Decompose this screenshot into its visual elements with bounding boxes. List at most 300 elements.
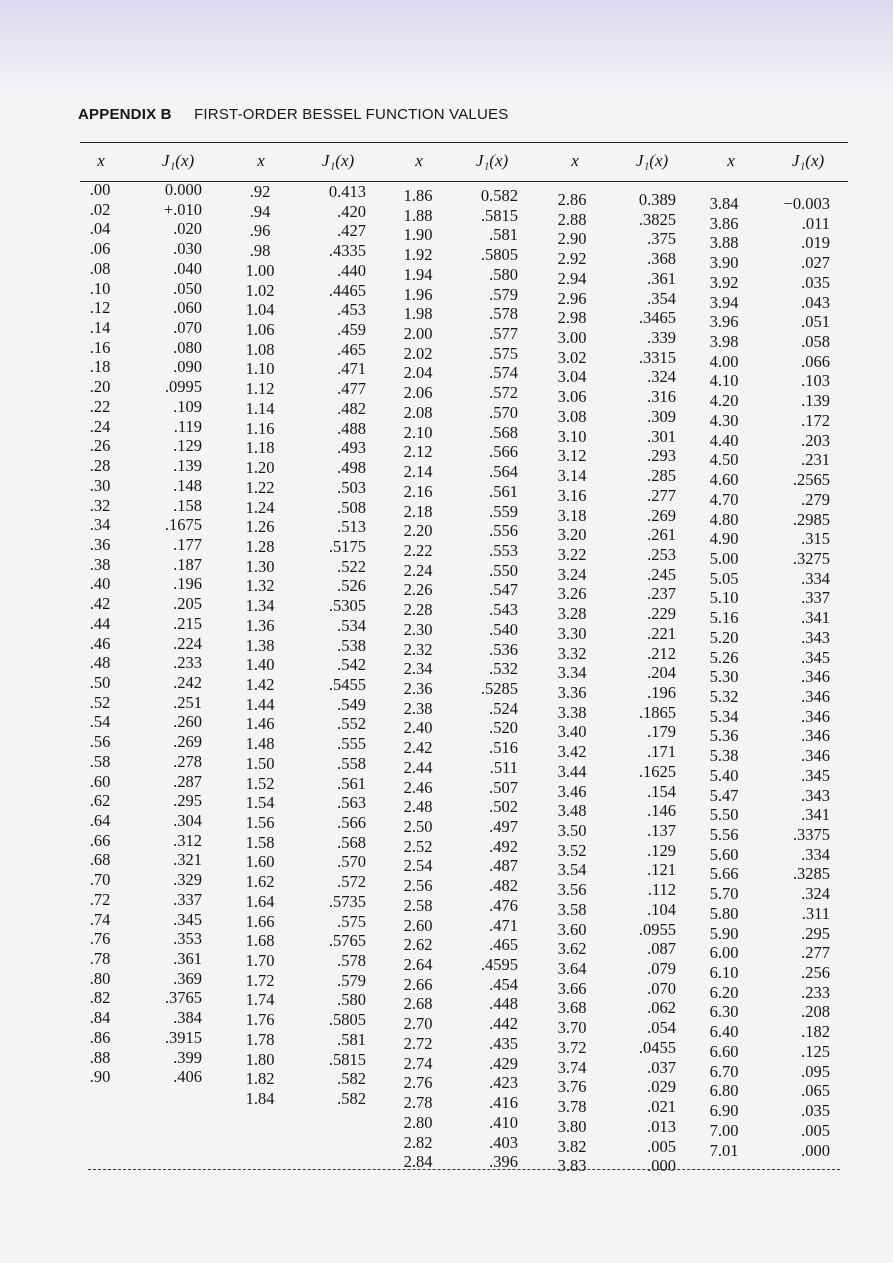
j1-value: .5285 <box>480 678 518 698</box>
j1-value: .080 <box>173 337 202 357</box>
j1-value: .277 <box>647 485 676 505</box>
j1-value: .543 <box>489 600 518 620</box>
j1-value: .578 <box>489 304 518 324</box>
j1-value: .502 <box>489 797 518 817</box>
j1-value: .353 <box>173 929 202 949</box>
x-value: 6.00 <box>709 943 739 963</box>
x-value: 6.40 <box>709 1022 739 1042</box>
j1-value: .580 <box>337 990 366 1010</box>
j1-value: .345 <box>801 765 830 785</box>
x-value: 2.38 <box>403 698 433 718</box>
x-value: 1.54 <box>245 793 275 813</box>
j1-value: .345 <box>173 909 202 929</box>
x-value: 1.24 <box>245 497 275 517</box>
x-value: 5.10 <box>709 588 739 608</box>
j1-value: .269 <box>173 732 202 752</box>
x-value: 4.40 <box>709 430 739 450</box>
j1-value: .104 <box>647 899 676 919</box>
j1-value: .251 <box>173 692 202 712</box>
j1-value: .103 <box>801 371 830 391</box>
x-value: 2.80 <box>403 1112 433 1132</box>
j1-value: .051 <box>801 312 830 332</box>
x-value: .20 <box>89 377 111 397</box>
x-value: .70 <box>89 870 111 890</box>
j1-value: .577 <box>489 324 518 344</box>
j1-value: .552 <box>337 714 366 734</box>
j1-value: .406 <box>173 1067 202 1087</box>
x-value: .36 <box>89 534 111 554</box>
j1-value: .337 <box>801 588 830 608</box>
x-value: 3.32 <box>557 643 587 663</box>
x-value: 7.01 <box>709 1140 739 1160</box>
j1-value: .215 <box>173 613 202 633</box>
j1-value: .507 <box>489 777 518 797</box>
j1-value: .079 <box>647 959 676 979</box>
x-value: 2.86 <box>557 190 587 209</box>
j1-value: .321 <box>173 850 202 870</box>
x-value: 1.94 <box>403 264 433 284</box>
x-value: .10 <box>89 278 111 298</box>
x-value: 3.24 <box>557 564 587 584</box>
x-value: .90 <box>89 1067 111 1087</box>
j1-value: .112 <box>647 880 676 900</box>
x-value: 1.42 <box>245 674 275 694</box>
x-value: .30 <box>89 475 111 495</box>
j1-value: .511 <box>489 757 518 777</box>
j1-value: .312 <box>173 830 202 850</box>
j1-value: .245 <box>647 564 676 584</box>
j1-column-2 <box>306 182 366 1109</box>
x-value: .66 <box>89 830 111 850</box>
x-value: .44 <box>89 613 111 633</box>
j1-value: .487 <box>489 856 518 876</box>
x-value: 3.68 <box>557 998 587 1018</box>
j1-value: .137 <box>647 821 676 840</box>
j1-value: .556 <box>489 521 518 541</box>
x-value: 3.46 <box>557 781 587 801</box>
x-value: .96 <box>249 221 271 241</box>
x-value: 2.02 <box>403 343 433 363</box>
x-value: .26 <box>89 436 111 456</box>
x-value: 4.10 <box>709 371 739 391</box>
x-value: 1.68 <box>245 931 275 951</box>
x-value: 2.92 <box>557 249 587 269</box>
x-value: .62 <box>89 791 111 811</box>
x-value: 2.58 <box>403 895 433 915</box>
x-value: 1.80 <box>245 1049 275 1069</box>
x-value: 1.14 <box>245 398 275 418</box>
j1-value: .4465 <box>328 280 366 300</box>
x-value: 5.47 <box>709 785 739 805</box>
j1-value: .205 <box>173 594 202 614</box>
x-value: 4.60 <box>709 470 739 490</box>
j1-value: .384 <box>173 1008 202 1028</box>
x-value: .16 <box>89 337 111 357</box>
x-value: 5.16 <box>709 608 739 628</box>
x-value: 3.38 <box>557 702 587 722</box>
x-value: 3.04 <box>557 367 587 387</box>
x-value: 1.76 <box>245 1010 275 1030</box>
header-j1-3: J₁(x) <box>475 151 509 170</box>
j1-value: .129 <box>173 436 202 456</box>
j1-value: 0.582 <box>480 186 518 205</box>
j1-value: .5815 <box>480 205 518 225</box>
x-value: 1.72 <box>245 970 275 990</box>
j1-value: .341 <box>801 608 830 628</box>
j1-value: .256 <box>801 963 830 983</box>
j1-value: .329 <box>173 870 202 890</box>
x-value: 5.66 <box>709 864 739 884</box>
j1-value: .5815 <box>328 1049 366 1069</box>
j1-value: .563 <box>337 793 366 813</box>
j1-column-5 <box>774 194 830 1160</box>
j1-value: .4595 <box>480 955 518 975</box>
x-value: 3.02 <box>557 347 587 367</box>
j1-value: .020 <box>173 219 202 239</box>
x-value: 1.22 <box>245 477 275 497</box>
x-column-4 <box>552 190 592 1176</box>
x-value: 1.78 <box>245 1029 275 1049</box>
x-value: 3.90 <box>709 253 739 273</box>
x-value: 2.54 <box>403 856 433 876</box>
x-value: 6.60 <box>709 1041 739 1061</box>
j1-value: .040 <box>173 258 202 278</box>
x-value: .12 <box>89 298 111 318</box>
x-value: 1.64 <box>245 891 275 911</box>
page-heading <box>78 106 508 123</box>
j1-value: .497 <box>489 817 518 836</box>
x-value: 3.52 <box>557 840 587 860</box>
x-value: 3.86 <box>709 213 739 233</box>
x-value: 1.06 <box>245 320 275 340</box>
j1-value: .158 <box>173 495 202 515</box>
j1-value: .341 <box>801 805 830 825</box>
x-value: 2.84 <box>403 1152 433 1172</box>
x-value: 3.40 <box>557 722 587 742</box>
j1-value: .058 <box>801 332 830 352</box>
x-value: 3.74 <box>557 1057 587 1077</box>
x-value: 3.00 <box>557 328 587 348</box>
x-value: .32 <box>89 495 111 515</box>
j1-value: .065 <box>801 1081 830 1101</box>
j1-value: .550 <box>489 560 518 580</box>
j1-value: .304 <box>173 811 202 830</box>
x-value: 4.70 <box>709 489 739 509</box>
x-value: 3.44 <box>557 761 587 781</box>
x-value: 2.40 <box>403 718 433 738</box>
j1-value: .420 <box>337 201 366 221</box>
j1-value: .043 <box>801 292 830 312</box>
x-value: 2.56 <box>403 876 433 896</box>
j1-value: .492 <box>489 836 518 856</box>
j1-value: .035 <box>801 272 830 292</box>
x-value: 3.56 <box>557 880 587 900</box>
j1-value: .187 <box>173 554 202 574</box>
j1-value: .5765 <box>328 931 366 951</box>
x-value: .18 <box>89 357 111 377</box>
x-value: 1.36 <box>245 615 275 635</box>
x-value: 3.30 <box>557 623 587 643</box>
table-top-rule <box>80 142 848 143</box>
x-value: 2.18 <box>403 501 433 521</box>
j1-value: .3375 <box>792 825 830 844</box>
j1-value: .0955 <box>638 919 676 939</box>
j1-value: .581 <box>489 225 518 245</box>
x-value: 1.48 <box>245 734 275 754</box>
j1-value: .368 <box>647 249 676 269</box>
x-value: .06 <box>89 239 111 259</box>
j1-value: .260 <box>173 712 202 732</box>
j1-value: .361 <box>647 268 676 288</box>
j1-value: .566 <box>489 442 518 462</box>
x-value: .50 <box>89 672 111 692</box>
j1-column-4 <box>624 190 676 1176</box>
j1-value: 0.389 <box>638 190 676 209</box>
j1-value: .427 <box>337 221 366 241</box>
j1-value: .346 <box>801 686 830 706</box>
j1-value: .011 <box>801 213 830 233</box>
x-value: 5.36 <box>709 726 739 746</box>
j1-value: .346 <box>801 726 830 746</box>
j1-value: .516 <box>489 738 518 758</box>
j1-value: .396 <box>489 1152 518 1172</box>
j1-value: .295 <box>801 923 830 943</box>
j1-value: .542 <box>337 655 366 675</box>
j1-value: .345 <box>801 647 830 667</box>
x-value: 3.10 <box>557 426 587 446</box>
x-value: 1.10 <box>245 359 275 379</box>
j1-value: .119 <box>173 416 202 436</box>
x-value: 3.96 <box>709 312 739 332</box>
x-value: 2.36 <box>403 678 433 698</box>
j1-value: .0995 <box>164 377 202 397</box>
x-value: .52 <box>89 692 111 712</box>
j1-value: .482 <box>489 876 518 896</box>
table-bottom-rule <box>88 1169 840 1170</box>
x-value: .60 <box>89 771 111 791</box>
x-value: 3.26 <box>557 584 587 604</box>
j1-value: .536 <box>489 639 518 659</box>
j1-value: .580 <box>489 264 518 284</box>
j1-value: .293 <box>647 446 676 466</box>
j1-value: .208 <box>801 1002 830 1022</box>
j1-value: .578 <box>337 951 366 971</box>
x-value: 2.20 <box>403 521 433 541</box>
j1-value: .513 <box>337 517 366 537</box>
j1-value: .547 <box>489 580 518 600</box>
x-value: 1.98 <box>403 304 433 324</box>
x-value: 1.12 <box>245 379 275 399</box>
j1-value: .060 <box>173 298 202 318</box>
j1-value: .148 <box>173 475 202 495</box>
j1-value: .3465 <box>638 308 676 328</box>
j1-value: .465 <box>489 935 518 955</box>
x-value: 3.22 <box>557 544 587 564</box>
j1-value: .346 <box>801 667 830 687</box>
j1-value: .440 <box>337 260 366 280</box>
x-value: 3.14 <box>557 466 587 486</box>
x-value: .68 <box>89 850 111 870</box>
x-value: 2.00 <box>403 324 433 344</box>
x-value: 3.70 <box>557 1018 587 1038</box>
j1-value: .471 <box>489 915 518 935</box>
x-value: 4.80 <box>709 509 739 529</box>
x-value: .82 <box>89 988 111 1008</box>
x-value: 2.44 <box>403 757 433 777</box>
x-value: 2.34 <box>403 659 433 679</box>
j1-value: .493 <box>337 438 366 458</box>
j1-value: .522 <box>337 556 366 576</box>
j1-value: .498 <box>337 458 366 478</box>
x-value: .88 <box>89 1047 111 1067</box>
x-value: 1.34 <box>245 596 275 616</box>
x-value: 2.14 <box>403 462 433 482</box>
j1-value: .171 <box>647 742 676 762</box>
x-value: 1.00 <box>245 260 275 280</box>
x-value: 3.58 <box>557 899 587 919</box>
j1-value: .035 <box>801 1101 830 1121</box>
x-value: 3.88 <box>709 233 739 253</box>
j1-value: .477 <box>337 379 366 399</box>
j1-value: .403 <box>489 1132 518 1152</box>
x-value: 3.36 <box>557 682 587 702</box>
x-value: .22 <box>89 396 111 416</box>
x-value: .72 <box>89 889 111 909</box>
j1-value: .030 <box>173 239 202 259</box>
x-value: 1.40 <box>245 655 275 675</box>
j1-value: .177 <box>173 534 202 554</box>
x-value: 2.82 <box>403 1132 433 1152</box>
x-value: 3.76 <box>557 1077 587 1097</box>
j1-value: .295 <box>173 791 202 811</box>
j1-value: .582 <box>337 1069 366 1089</box>
x-value: 3.60 <box>557 919 587 939</box>
header-x-1: x <box>97 151 105 170</box>
x-value: 1.16 <box>245 418 275 438</box>
j1-value: .261 <box>647 525 676 545</box>
j1-value: .066 <box>801 351 830 371</box>
j1-value: .559 <box>489 501 518 521</box>
j1-value: .316 <box>647 387 676 407</box>
j1-value: .221 <box>647 623 676 643</box>
x-value: 2.72 <box>403 1033 433 1053</box>
j1-value: .503 <box>337 477 366 497</box>
j1-value: .561 <box>337 773 366 793</box>
x-value: 3.98 <box>709 332 739 352</box>
j1-value: .558 <box>337 753 366 773</box>
x-value: 1.32 <box>245 576 275 596</box>
j1-value: .5455 <box>328 674 366 694</box>
x-value: 1.02 <box>245 280 275 300</box>
j1-value: 0.413 <box>328 182 366 201</box>
x-value: 2.04 <box>403 363 433 383</box>
j1-value: .346 <box>801 706 830 726</box>
x-value: 1.38 <box>245 635 275 655</box>
x-value: 2.24 <box>403 560 433 580</box>
x-value: .42 <box>89 594 111 614</box>
x-value: 2.88 <box>557 209 587 229</box>
j1-value: .488 <box>337 418 366 438</box>
j1-value: .279 <box>801 489 830 509</box>
j1-value: .572 <box>489 383 518 403</box>
j1-value: .549 <box>337 694 366 714</box>
x-value: 3.83 <box>557 1156 587 1176</box>
x-value: .98 <box>249 241 271 261</box>
j1-value: .564 <box>489 462 518 482</box>
j1-value: .224 <box>173 633 202 653</box>
j1-value: .574 <box>489 363 518 383</box>
x-value: .04 <box>89 219 111 239</box>
j1-value: .579 <box>489 284 518 304</box>
j1-value: .070 <box>173 318 202 338</box>
j1-value: .399 <box>173 1047 202 1067</box>
x-value: 5.26 <box>709 647 739 667</box>
x-value: .00 <box>89 180 111 199</box>
x-value: 2.78 <box>403 1093 433 1113</box>
x-value: .84 <box>89 1008 111 1028</box>
x-value: 1.82 <box>245 1069 275 1089</box>
x-value: 3.94 <box>709 292 739 312</box>
x-value: .64 <box>89 811 111 830</box>
header-x-4: x <box>571 151 579 170</box>
j1-value: .2565 <box>792 470 830 490</box>
j1-value: .375 <box>647 229 676 249</box>
x-value: 1.26 <box>245 517 275 537</box>
j1-value: .070 <box>647 978 676 998</box>
x-value: 2.76 <box>403 1073 433 1093</box>
j1-value: .253 <box>647 544 676 564</box>
x-value: 2.96 <box>557 288 587 308</box>
x-value: 1.28 <box>245 536 275 556</box>
x-value: 1.58 <box>245 832 275 852</box>
j1-value: .334 <box>801 568 830 588</box>
x-value: 6.80 <box>709 1081 739 1101</box>
j1-value: +.010 <box>163 199 202 219</box>
j1-value: .532 <box>489 659 518 679</box>
j1-value: .3275 <box>792 548 830 568</box>
j1-value: .242 <box>173 672 202 692</box>
j1-value: .029 <box>647 1077 676 1097</box>
j1-value: .179 <box>647 722 676 742</box>
x-value: 3.80 <box>557 1116 587 1136</box>
x-value: 1.30 <box>245 556 275 576</box>
x-value: 6.90 <box>709 1101 739 1121</box>
j1-value: .146 <box>647 801 676 821</box>
x-value: 3.34 <box>557 663 587 683</box>
j1-value: .538 <box>337 635 366 655</box>
j1-value: .285 <box>647 466 676 486</box>
x-value: .02 <box>89 199 111 219</box>
x-value: 2.06 <box>403 383 433 403</box>
x-value: 5.40 <box>709 765 739 785</box>
x-value: 5.56 <box>709 825 739 844</box>
j1-value: .021 <box>647 1097 676 1117</box>
j1-value: .311 <box>801 903 830 923</box>
x-value: .28 <box>89 456 111 476</box>
j1-value: .5305 <box>328 596 366 616</box>
x-value: 3.08 <box>557 406 587 426</box>
x-value: 4.50 <box>709 450 739 470</box>
j1-value: .343 <box>801 627 830 647</box>
j1-value: .0455 <box>638 1037 676 1057</box>
x-value: 1.66 <box>245 911 275 931</box>
j1-value: .566 <box>337 813 366 832</box>
j1-value: .278 <box>173 751 202 771</box>
x-value: 5.34 <box>709 706 739 726</box>
x-value: 2.70 <box>403 1014 433 1034</box>
header-j1-4: J₁(x) <box>635 151 669 170</box>
x-value: 3.84 <box>709 194 739 213</box>
